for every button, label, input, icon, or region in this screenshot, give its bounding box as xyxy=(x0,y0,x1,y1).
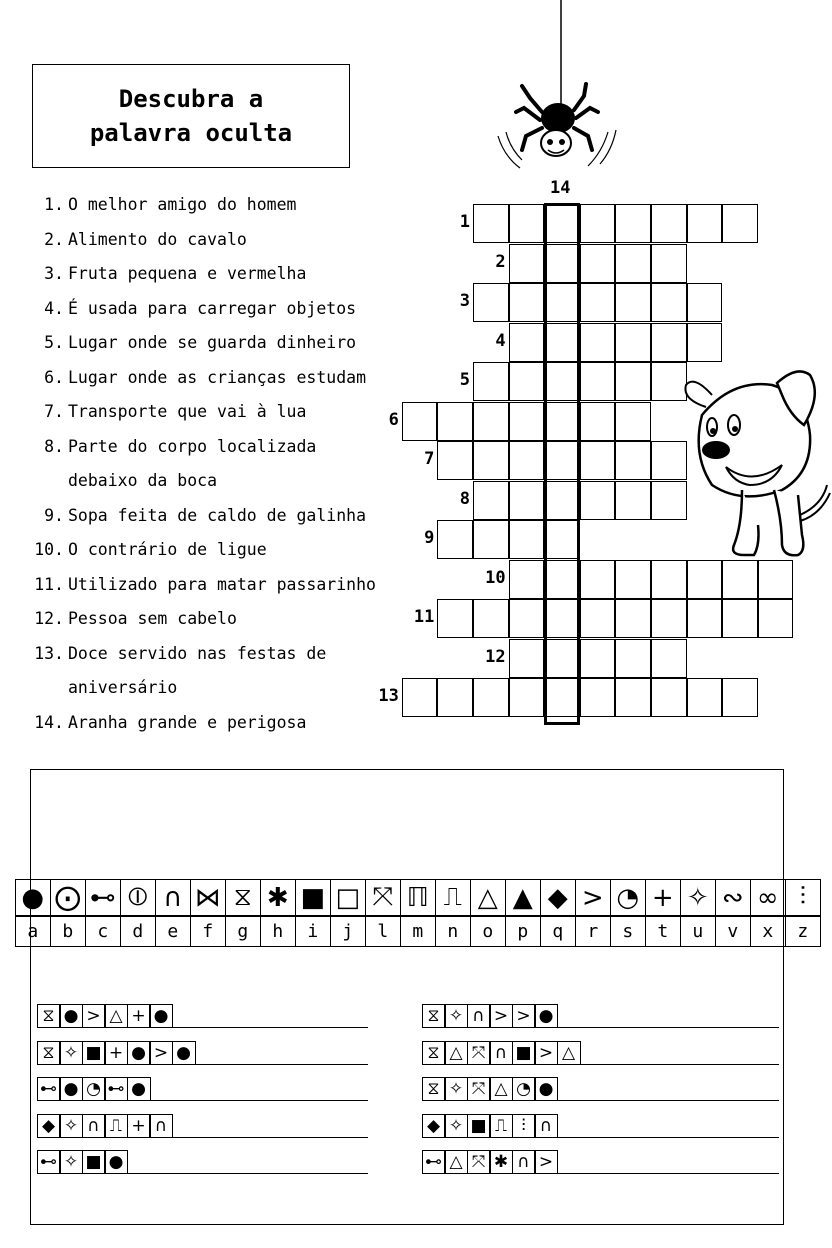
row-number: 3 xyxy=(459,291,470,311)
crossword-cell[interactable] xyxy=(544,323,580,362)
clue-number: 14. xyxy=(34,712,64,732)
code-symbol: + xyxy=(127,1114,151,1138)
answer-line[interactable] xyxy=(558,1173,779,1174)
key-symbol: ⊷ xyxy=(85,879,122,917)
crossword-cell[interactable] xyxy=(580,560,616,599)
clue-list xyxy=(34,188,376,740)
crossword-cell[interactable] xyxy=(615,599,651,638)
code-symbol: > xyxy=(489,1004,513,1028)
crossword-cell[interactable] xyxy=(615,323,651,362)
code-symbol: ■ xyxy=(82,1041,106,1065)
code-symbol: ⧖ xyxy=(37,1041,61,1065)
clue-text: Utilizado para matar passarinho xyxy=(68,574,376,594)
crossword-cell[interactable] xyxy=(402,402,438,441)
key-symbol: △ xyxy=(470,879,507,917)
crossword-cell[interactable] xyxy=(473,441,509,480)
answer-line[interactable] xyxy=(196,1064,369,1065)
crossword-cell[interactable] xyxy=(437,441,473,480)
code-word xyxy=(423,1041,779,1065)
crossword-cell[interactable] xyxy=(473,204,509,243)
crossword-cell[interactable] xyxy=(473,362,509,401)
crossword-cell[interactable] xyxy=(580,678,616,717)
key-letter: o xyxy=(470,915,507,947)
key-letter: d xyxy=(120,915,157,947)
code-symbol: ■ xyxy=(82,1150,106,1174)
key-letter: l xyxy=(365,915,402,947)
code-word xyxy=(38,1004,368,1028)
clue-number: 3. xyxy=(44,264,64,283)
crossword-cell[interactable] xyxy=(758,599,794,638)
row-number: 2 xyxy=(495,251,506,272)
clue-number: 11. xyxy=(34,574,64,594)
key-letter: a xyxy=(15,915,52,947)
crossword-cell[interactable] xyxy=(509,441,545,480)
clue-item xyxy=(40,464,376,499)
code-symbol: ⤧ xyxy=(467,1150,491,1174)
clue-item xyxy=(40,292,376,327)
key-letter: x xyxy=(750,915,787,947)
code-symbol: ● xyxy=(127,1077,151,1101)
crossword-cell[interactable] xyxy=(544,599,580,638)
crossword-cell[interactable] xyxy=(615,639,651,678)
crossword-cell[interactable] xyxy=(580,323,616,362)
clue-item xyxy=(40,326,376,361)
code-word xyxy=(423,1004,779,1028)
code-symbol: △ xyxy=(557,1041,581,1065)
code-symbol: △ xyxy=(444,1041,468,1065)
crossword-cell[interactable] xyxy=(473,599,509,638)
clue-text: Lugar onde se guarda dinheiro xyxy=(68,333,357,352)
clue-text: Alimento do cavalo xyxy=(68,229,247,249)
crossword-cell[interactable] xyxy=(615,560,651,599)
clue-item xyxy=(40,188,376,223)
key-letter: b xyxy=(50,915,87,947)
crossword-cell[interactable] xyxy=(473,481,509,520)
code-symbol: > xyxy=(512,1004,536,1028)
key-symbol: ∞ xyxy=(750,879,787,917)
crossword-cell[interactable] xyxy=(509,639,545,678)
code-symbol: ● xyxy=(59,1004,83,1028)
key-letter: z xyxy=(785,915,822,947)
clue-text: Pessoa sem cabelo xyxy=(68,609,237,628)
crossword-cell[interactable] xyxy=(509,402,545,441)
key-letter: j xyxy=(330,915,367,947)
key-letter: h xyxy=(260,915,297,947)
crossword-cell[interactable] xyxy=(615,481,651,520)
code-word xyxy=(38,1041,368,1065)
spider-illustration xyxy=(480,0,630,185)
code-symbol: ⎍ xyxy=(489,1114,513,1138)
crossword-cell[interactable] xyxy=(509,678,545,717)
code-symbol: △ xyxy=(444,1150,468,1174)
key-symbol: ▲ xyxy=(505,879,542,917)
crossword-cell[interactable] xyxy=(687,678,723,717)
key-letter: q xyxy=(540,915,577,947)
code-symbol: ✧ xyxy=(59,1114,83,1138)
clue-text: aniversário xyxy=(68,678,178,697)
code-symbol: ⧖ xyxy=(422,1004,446,1028)
code-symbol: > xyxy=(149,1041,173,1065)
row-number: 5 xyxy=(459,370,470,390)
key-symbol: ∩ xyxy=(155,879,192,917)
crossword-cell[interactable] xyxy=(509,481,545,520)
crossword-cell[interactable] xyxy=(615,678,651,717)
clue-number: 12. xyxy=(34,609,64,628)
crossword-cell[interactable] xyxy=(615,283,651,322)
code-symbol: + xyxy=(104,1041,128,1065)
crossword-cell[interactable] xyxy=(651,283,687,322)
clue-text: Sopa feita de caldo de galinha xyxy=(68,505,367,525)
crossword-cell[interactable] xyxy=(651,244,687,283)
clue-item xyxy=(34,637,376,672)
crossword-cell[interactable] xyxy=(580,639,616,678)
key-symbol: ⋈ xyxy=(190,879,227,917)
row-number: 6 xyxy=(388,409,399,430)
crossword-cell[interactable] xyxy=(509,283,545,322)
title-line-2: palavra oculta xyxy=(89,119,293,147)
crossword-cell[interactable] xyxy=(509,323,545,362)
code-symbol: ∩ xyxy=(489,1041,513,1065)
code-symbol: ◔ xyxy=(512,1077,536,1101)
crossword-cell[interactable] xyxy=(580,402,616,441)
code-word xyxy=(38,1077,368,1101)
key-letter: e xyxy=(155,915,192,947)
answer-line[interactable] xyxy=(558,1100,779,1101)
key-letter: n xyxy=(435,915,472,947)
crossword-cell[interactable] xyxy=(615,204,651,243)
code-symbol: ⧖ xyxy=(422,1077,446,1101)
code-symbol: ∩ xyxy=(467,1004,491,1028)
crossword-cell[interactable] xyxy=(722,599,758,638)
code-symbol: ⧖ xyxy=(422,1041,446,1065)
key-symbol: ⦶ xyxy=(120,879,157,917)
crossword-cell[interactable] xyxy=(580,204,616,243)
crossword-cell[interactable] xyxy=(544,441,580,480)
key-symbol: ● xyxy=(15,879,52,917)
key-symbol: ■ xyxy=(295,879,332,917)
row-number: 9 xyxy=(424,528,435,548)
clue-item xyxy=(40,499,376,534)
clue-number: 5. xyxy=(44,333,64,352)
code-symbol: ⧖ xyxy=(37,1004,61,1028)
crossword-cell[interactable] xyxy=(615,362,651,401)
code-word xyxy=(38,1114,368,1138)
crossword-cell[interactable] xyxy=(615,244,651,283)
clue-text: Lugar onde as crianças estudam xyxy=(68,367,367,387)
clue-number: 6. xyxy=(44,367,64,387)
crossword-cell[interactable] xyxy=(651,204,687,243)
code-symbol: ⤧ xyxy=(467,1077,491,1101)
key-symbol: + xyxy=(645,879,682,917)
clue-item xyxy=(40,361,376,396)
crossword-cell[interactable] xyxy=(544,402,580,441)
key-symbol: ◔ xyxy=(610,879,647,917)
key-symbol: ⎍ xyxy=(435,879,472,917)
crossword-cell[interactable] xyxy=(580,283,616,322)
crossword-cell[interactable] xyxy=(544,560,580,599)
code-symbol: ✱ xyxy=(489,1150,513,1174)
crossword-cell[interactable] xyxy=(687,599,723,638)
code-word xyxy=(38,1150,368,1174)
crossword-cell[interactable] xyxy=(544,678,580,717)
key-symbol: ∾ xyxy=(715,879,752,917)
crossword-cell[interactable] xyxy=(544,639,580,678)
code-symbol: ∩ xyxy=(149,1114,173,1138)
code-symbol: ✧ xyxy=(59,1150,83,1174)
key-symbol: ⨀ xyxy=(50,879,87,917)
clue-item xyxy=(34,568,376,603)
row-number: 8 xyxy=(459,488,470,509)
code-symbol: > xyxy=(534,1041,558,1065)
key-symbol: ✧ xyxy=(680,879,717,917)
crossword-cell[interactable] xyxy=(473,678,509,717)
code-symbol: ● xyxy=(127,1041,151,1065)
code-symbol: ● xyxy=(534,1077,558,1101)
crossword-cell[interactable] xyxy=(687,283,723,322)
crossword-cell[interactable] xyxy=(544,481,580,520)
clue-text: Parte do corpo localizada xyxy=(68,436,317,456)
clue-number: 2. xyxy=(44,229,64,249)
code-symbol: ⊷ xyxy=(104,1077,128,1101)
code-symbol: ● xyxy=(172,1041,196,1065)
clue-number: 13. xyxy=(34,643,64,663)
crossword-cell[interactable] xyxy=(473,283,509,322)
key-symbol: ⫶ xyxy=(785,879,822,917)
clue-text: É usada para carregar objetos xyxy=(68,298,357,318)
crossword-cell[interactable] xyxy=(509,204,545,243)
code-symbol: ● xyxy=(534,1004,558,1028)
code-symbol: ◆ xyxy=(422,1114,446,1138)
row-number: 4 xyxy=(495,330,506,351)
crossword-cell[interactable] xyxy=(651,678,687,717)
row-number: 12 xyxy=(485,646,506,667)
crossword-cell[interactable] xyxy=(580,599,616,638)
answer-line[interactable] xyxy=(558,1027,779,1028)
crossword-cell[interactable] xyxy=(509,244,545,283)
code-symbol: ⫶ xyxy=(512,1114,536,1138)
clue-number: 1. xyxy=(44,195,64,214)
clue-item xyxy=(40,257,376,292)
code-word xyxy=(423,1077,779,1101)
clue-number: 8. xyxy=(44,436,64,456)
code-symbol: ◔ xyxy=(82,1077,106,1101)
answer-line[interactable] xyxy=(581,1064,780,1065)
crossword-cell[interactable] xyxy=(544,204,580,243)
answer-line[interactable] xyxy=(173,1027,368,1028)
answer-line[interactable] xyxy=(128,1173,368,1174)
clue-number: 4. xyxy=(44,298,64,318)
clue-item xyxy=(40,223,376,258)
key-symbol: ◆ xyxy=(540,879,577,917)
crossword-cell[interactable] xyxy=(509,599,545,638)
crossword-cell[interactable] xyxy=(473,520,509,559)
code-symbol: ◆ xyxy=(37,1114,61,1138)
clue-item xyxy=(40,395,376,430)
code-symbol: > xyxy=(82,1004,106,1028)
key-letter: f xyxy=(190,915,227,947)
crossword-cell[interactable] xyxy=(544,520,580,559)
code-symbol: ∩ xyxy=(512,1150,536,1174)
code-symbol: △ xyxy=(104,1004,128,1028)
crossword-cell[interactable] xyxy=(580,244,616,283)
code-symbol: ● xyxy=(149,1004,173,1028)
crossword-cell[interactable] xyxy=(615,402,651,441)
key-letter: v xyxy=(715,915,752,947)
code-symbol: ● xyxy=(59,1077,83,1101)
clue-number: 10. xyxy=(34,540,64,559)
clue-text: O melhor amigo do homem xyxy=(68,195,297,214)
code-symbol: ∩ xyxy=(534,1114,558,1138)
hidden-word-column xyxy=(544,203,580,725)
title-box xyxy=(32,64,350,168)
clue-text: Aranha grande e perigosa xyxy=(68,712,307,732)
key-symbol: ℿ xyxy=(400,879,437,917)
clue-number: 9. xyxy=(44,505,64,525)
code-symbol: ■ xyxy=(512,1041,536,1065)
column-number: 14 xyxy=(550,178,571,198)
code-symbol: ⤧ xyxy=(467,1041,491,1065)
key-letter: s xyxy=(610,915,647,947)
clue-item xyxy=(34,706,376,741)
code-symbol: ✧ xyxy=(444,1114,468,1138)
code-symbol: ∩ xyxy=(82,1114,106,1138)
row-number: 1 xyxy=(459,212,470,232)
crossword-cell[interactable] xyxy=(651,599,687,638)
crossword-cell[interactable] xyxy=(509,560,545,599)
key-letter: t xyxy=(645,915,682,947)
key-letter: i xyxy=(295,915,332,947)
clue-text: Fruta pequena e vermelha xyxy=(68,264,307,283)
code-symbol: ✧ xyxy=(444,1077,468,1101)
title-line-1: Descubra a xyxy=(118,85,264,113)
dog-illustration xyxy=(682,355,832,567)
clue-number: 7. xyxy=(44,402,64,421)
crossword-cell[interactable] xyxy=(544,244,580,283)
row-number: 13 xyxy=(378,686,399,706)
crossword-cell[interactable] xyxy=(437,520,473,559)
code-symbol: ⊷ xyxy=(37,1150,61,1174)
crossword-cell[interactable] xyxy=(544,362,580,401)
key-letter: p xyxy=(505,915,542,947)
crossword-cell[interactable] xyxy=(722,204,758,243)
key-letter: c xyxy=(85,915,122,947)
crossword-cell[interactable] xyxy=(651,639,687,678)
row-number: 11 xyxy=(413,607,435,627)
crossword-cell[interactable] xyxy=(402,678,438,717)
code-symbol: ✧ xyxy=(444,1004,468,1028)
crossword-cell[interactable] xyxy=(580,362,616,401)
clue-text: Transporte que vai à lua xyxy=(68,402,307,421)
code-symbol: ⊷ xyxy=(422,1150,446,1174)
crossword-cell[interactable] xyxy=(437,599,473,638)
key-letter: m xyxy=(400,915,437,947)
answer-line[interactable] xyxy=(558,1137,779,1138)
crossword-cell[interactable] xyxy=(509,520,545,559)
crossword-cell[interactable] xyxy=(473,402,509,441)
row-number: 10 xyxy=(485,567,506,588)
crossword-cell[interactable] xyxy=(580,441,616,480)
symbol-key xyxy=(16,880,821,947)
code-symbol: ■ xyxy=(467,1114,491,1138)
code-symbol: ✧ xyxy=(59,1041,83,1065)
key-letter: r xyxy=(575,915,612,947)
code-word xyxy=(423,1114,779,1138)
crossword-cell[interactable] xyxy=(509,362,545,401)
code-symbol: + xyxy=(127,1004,151,1028)
code-symbol: ● xyxy=(104,1150,128,1174)
key-symbol: □ xyxy=(330,879,367,917)
key-letter: u xyxy=(680,915,717,947)
clue-text: O contrário de ligue xyxy=(68,540,267,559)
clue-item xyxy=(40,430,376,465)
crossword-cell[interactable] xyxy=(437,678,473,717)
code-word xyxy=(423,1150,779,1174)
crossword-cell[interactable] xyxy=(687,204,723,243)
code-symbol: △ xyxy=(489,1077,513,1101)
crossword-cell[interactable] xyxy=(615,441,651,480)
clue-item xyxy=(34,602,376,637)
code-symbol: > xyxy=(534,1150,558,1174)
key-letter: g xyxy=(225,915,262,947)
code-symbol: ⎍ xyxy=(104,1114,128,1138)
clue-text: Doce servido nas festas de xyxy=(68,643,327,663)
key-symbol: ⧖ xyxy=(225,879,262,917)
key-symbol: ⤧ xyxy=(365,879,402,917)
key-symbol: > xyxy=(575,879,612,917)
crossword-cell[interactable] xyxy=(580,481,616,520)
crossword-cell[interactable] xyxy=(722,678,758,717)
row-number: 7 xyxy=(424,449,435,469)
clue-item xyxy=(40,671,376,706)
answer-line[interactable] xyxy=(173,1137,368,1138)
key-symbol: ✱ xyxy=(260,879,297,917)
crossword-cell[interactable] xyxy=(437,402,473,441)
code-symbol: ⊷ xyxy=(37,1077,61,1101)
answer-line[interactable] xyxy=(151,1100,369,1101)
crossword-cell[interactable] xyxy=(544,283,580,322)
clue-item xyxy=(34,533,376,568)
clue-text: debaixo da boca xyxy=(68,471,218,490)
